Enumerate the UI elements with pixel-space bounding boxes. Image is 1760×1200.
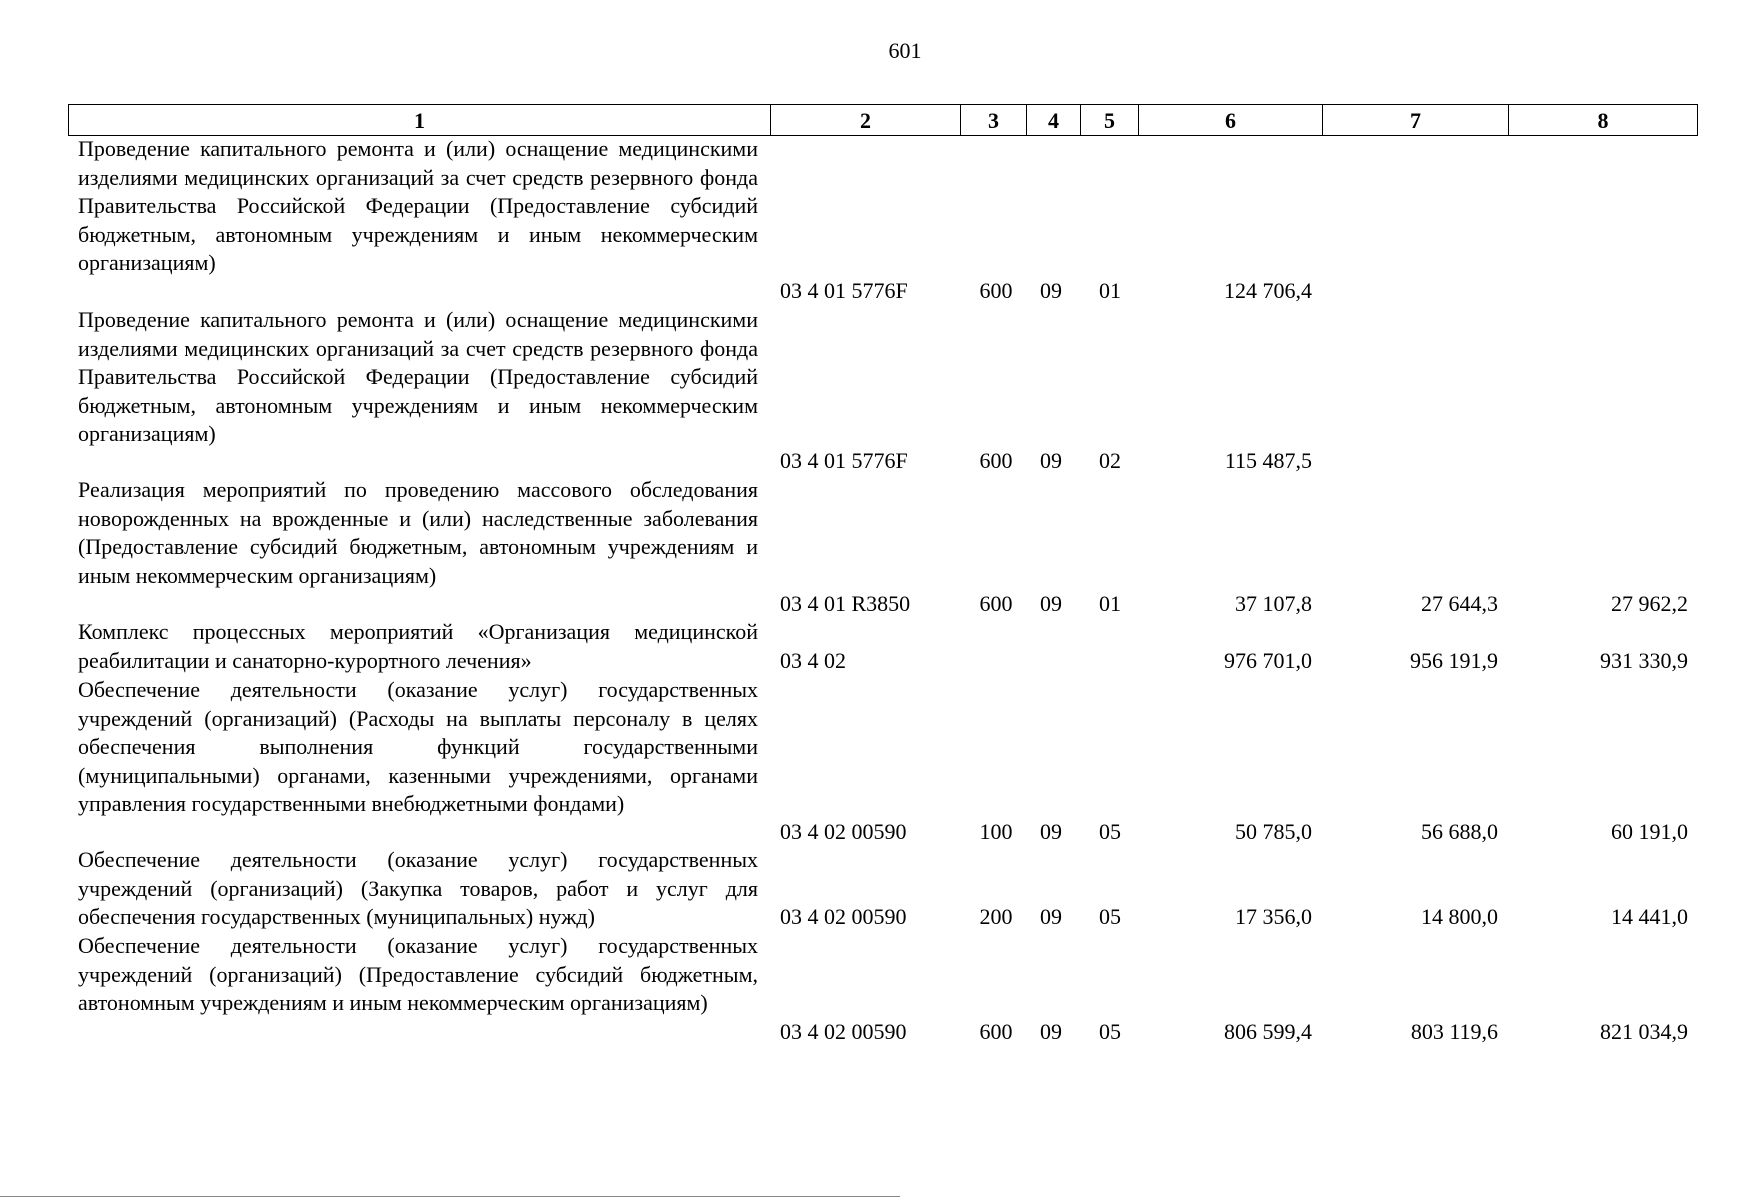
row-description: Комплекс процессных мероприятий «Организация медицинской реабилитации и санаторно-курортного лечения» xyxy=(78,619,758,673)
row-col8: 14 441,0 xyxy=(1611,904,1688,929)
row-col8: 27 962,2 xyxy=(1611,591,1688,616)
row-col7: 14 800,0 xyxy=(1421,904,1498,929)
row-col7: 803 119,6 xyxy=(1410,1019,1498,1044)
row-col6: 976 701,0 xyxy=(1224,648,1312,673)
row-col6: 806 599,4 xyxy=(1224,1019,1312,1044)
page-bottom-rule xyxy=(0,1196,900,1197)
row-col3: 600 xyxy=(979,278,1013,303)
row-col5: 05 xyxy=(1099,1019,1121,1044)
row-col6: 37 107,8 xyxy=(1235,591,1312,616)
row-col6: 50 785,0 xyxy=(1235,819,1312,844)
row-code: 03 4 01 R3850 xyxy=(780,591,911,616)
row-col8: 60 191,0 xyxy=(1611,819,1688,844)
row-col4: 09 xyxy=(1040,1019,1062,1044)
column-header-5: 5 xyxy=(1081,105,1139,135)
row-code: 03 4 02 00590 xyxy=(780,819,907,844)
row-col4: 09 xyxy=(1040,448,1062,473)
row-code: 03 4 02 00590 xyxy=(780,1019,907,1044)
row-code: 03 4 01 5776F xyxy=(780,278,908,303)
row-col7: 27 644,3 xyxy=(1421,591,1498,616)
column-header-4: 4 xyxy=(1027,105,1081,135)
column-header-8: 8 xyxy=(1597,108,1609,133)
row-description: Обеспечение деятельности (оказание услуг) государственных учреждений (организаций) (Расходы на выплаты персоналу в целях обеспечения выполнения функций государственными (муниципальными) органами, казенными учреждениями, органами управления государственными внебюджетными фондами) xyxy=(78,677,758,816)
column-header-7: 7 xyxy=(1323,105,1509,135)
row-col4: 09 xyxy=(1040,591,1062,616)
row-code: 03 4 02 xyxy=(780,648,846,673)
row-description: Проведение капитального ремонта и (или) оснащение медицинскими изделиями медицинских организаций за счет средств резервного фонда Правительства Российской Федерации (Предоставление субсидий бюджетным, автономным учреждениям и иным некоммерческим организациям) xyxy=(78,136,758,275)
row-col5: 05 xyxy=(1099,819,1121,844)
row-col8: 931 330,9 xyxy=(1600,648,1688,673)
row-description: Проведение капитального ремонта и (или) оснащение медицинскими изделиями медицинских организаций за счет средств резервного фонда Правительства Российской Федерации (Предоставление субсидий бюджетным, автономным учреждениям и иным некоммерческим организациям) xyxy=(78,307,758,446)
row-description: Обеспечение деятельности (оказание услуг) государственных учреждений (организаций) (Предоставление субсидий бюджетным, автономным учреждениям и иным некоммерческим организациям) xyxy=(78,933,758,1015)
row-col5: 01 xyxy=(1099,278,1121,303)
row-col5: 01 xyxy=(1099,591,1121,616)
row-col4: 09 xyxy=(1040,904,1062,929)
row-col3: 200 xyxy=(979,904,1013,929)
row-description: Реализация мероприятий по проведению массового обследования новорожденных на врожденные и (или) наследственные заболевания (Предоставление субсидий бюджетным, автономным учреждениям и иным некоммерческим организациям) xyxy=(78,477,758,588)
row-col4: 09 xyxy=(1040,278,1062,303)
row-col7: 56 688,0 xyxy=(1421,819,1498,844)
column-header-1: 1 xyxy=(69,105,771,135)
column-header-3: 3 xyxy=(961,105,1027,135)
table-header xyxy=(68,104,1698,136)
row-col7: 956 191,9 xyxy=(1410,648,1498,673)
row-col3: 600 xyxy=(979,591,1013,616)
row-code: 03 4 01 5776F xyxy=(780,448,908,473)
row-col3: 100 xyxy=(979,819,1013,844)
row-code: 03 4 02 00590 xyxy=(780,904,907,929)
row-description: Обеспечение деятельности (оказание услуг) государственных учреждений (организаций) (Закупка товаров, работ и услуг для обеспечения государственных (муниципальных) нужд) xyxy=(78,847,758,929)
row-col4: 09 xyxy=(1040,819,1062,844)
column-header-6: 6 xyxy=(1139,105,1323,135)
row-col3: 600 xyxy=(979,448,1013,473)
page-number: 601 xyxy=(888,38,922,63)
row-col6: 124 706,4 xyxy=(1224,278,1312,303)
column-header-2: 2 xyxy=(771,105,961,135)
row-col5: 02 xyxy=(1099,448,1121,473)
row-col8: 821 034,9 xyxy=(1600,1019,1688,1044)
row-col6: 115 487,5 xyxy=(1224,448,1312,473)
row-col5: 05 xyxy=(1099,904,1121,929)
row-col6: 17 356,0 xyxy=(1235,904,1312,929)
row-col3: 600 xyxy=(979,1019,1013,1044)
